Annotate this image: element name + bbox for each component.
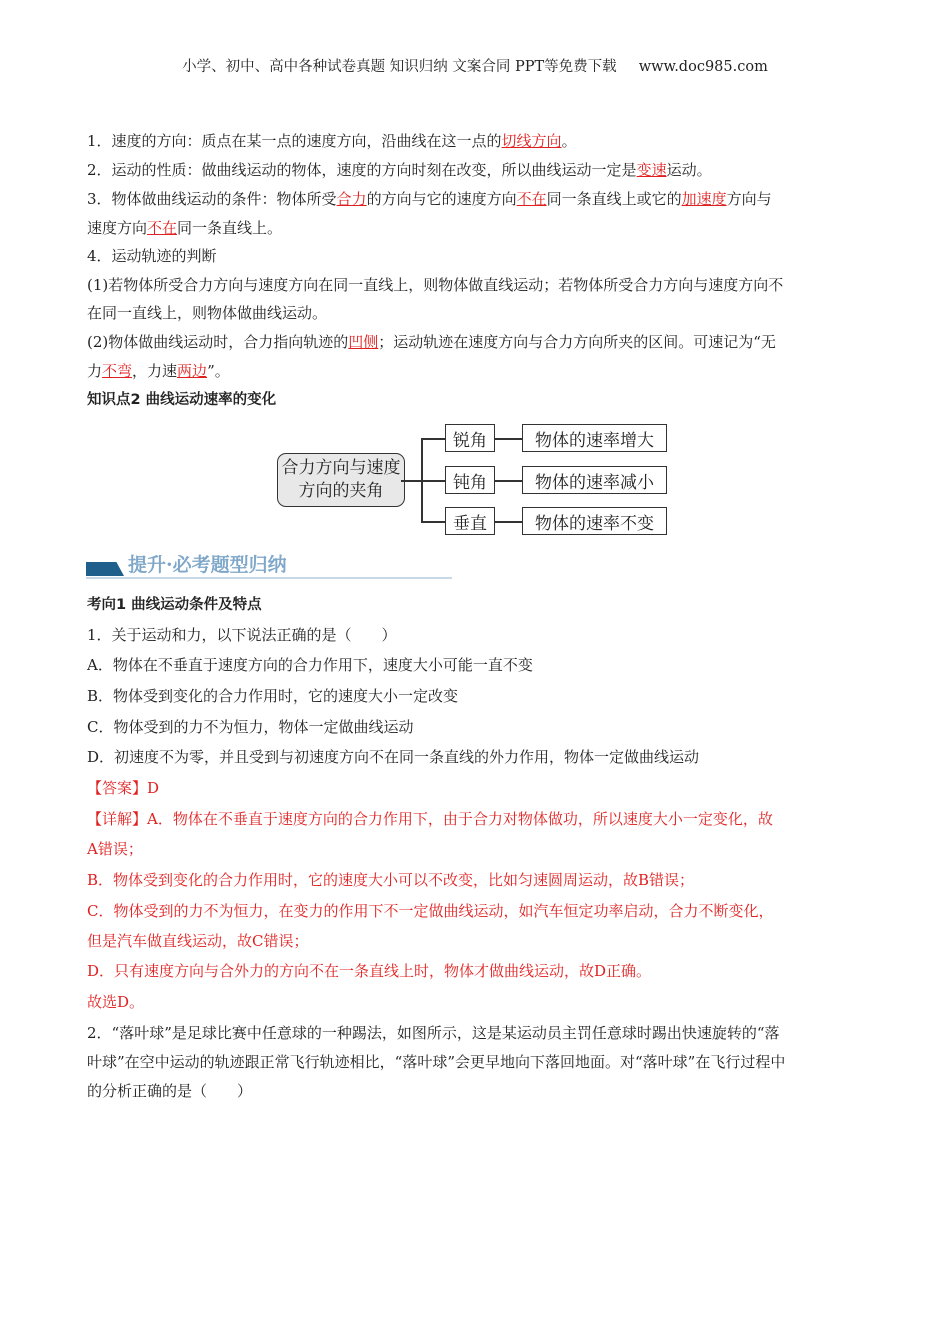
branch-obtuse: 钝角 [445,466,495,494]
knowledge-point-2-title: 知识点2 曲线运动速率的变化 [87,392,277,408]
key-term: 变速 [636,161,667,179]
connector [421,480,445,482]
result-decrease: 物体的速率减小 [522,466,667,494]
detail-line: A错误； [87,840,143,858]
diagram-root: 合力方向与速度方向的夹角 [277,453,405,507]
text: 方向与 [726,190,772,208]
text: 同一条直线上或它的 [546,190,682,208]
text: ”。 [207,362,230,380]
detail-line: D．只有速度方向与合外力的方向不在一条直线上时，物体才做曲线运动，故D正确。 [87,962,652,980]
key-term: 不在 [516,190,547,208]
result-unchanged: 物体的速率不变 [522,507,667,535]
point-3-cont [87,218,282,238]
text: 速度方向 [87,219,148,237]
text: ，力速 [132,362,178,380]
text: 。 [561,132,577,150]
point-4-1-cont: 在同一直线上，则物体做曲线运动。 [87,304,328,322]
banner-title: 提升·必考题型归纳 [128,554,287,576]
connector [495,521,522,523]
question-2-line: 的分析正确的是（ ） [87,1082,253,1100]
connector [495,438,522,440]
option-b: B．物体受到变化的合力作用时，它的速度大小一定改变 [87,687,459,705]
option-a: A．物体在不垂直于速度方向的合力作用下，速度大小可能一直不变 [87,656,533,674]
point-3 [87,189,772,209]
point-2 [87,160,712,180]
text: 的方向与它的速度方向 [366,190,517,208]
key-term: 不在 [147,219,178,237]
key-term: 合力 [336,190,367,208]
point-4-1: (1)若物体所受合力方向与速度方向在同一直线上，则物体做直线运动；若物体所受合力方向与速度方向不 [87,276,784,294]
key-term: 不弯 [102,362,133,380]
text: 同一条直线上。 [177,219,283,237]
detail-line: 但是汽车做直线运动，故C错误； [87,932,309,950]
detail-line: B．物体受到变化的合力作用时，它的速度大小可以不改变，比如匀速圆周运动，故B错误； [87,871,695,889]
result-increase: 物体的速率增大 [522,424,667,452]
detail-line: 【详解】A．物体在不垂直于速度方向的合力作用下，由于合力对物体做功，所以速度大小一定变化，故 [87,810,773,828]
header-text: 小学、初中、高中各种试卷真题 知识归纳 文案合同 PPT等免费下载 [182,59,617,75]
direction-1-title: 考向1 曲线运动条件及特点 [87,597,262,613]
question-2-line: 2．“落叶球”是足球比赛中任意球的一种踢法，如图所示，这是某运动员主罚任意球时踢出快速旋转的“落 [87,1024,780,1042]
option-d: D．初速度不为零，并且受到与初速度方向不在同一条直线的外力作用，物体一定做曲线运动 [87,748,700,766]
option-c: C．物体受到的力不为恒力，物体一定做曲线运动 [87,718,414,736]
detail-line: 故选D。 [87,993,145,1011]
branch-acute: 锐角 [445,424,495,452]
text: 3．物体做曲线运动的条件：物体所受 [87,190,337,208]
key-term: 切线方向 [501,132,562,150]
connector [421,438,445,440]
key-term: 凹侧 [348,333,379,351]
text: 运动。 [666,161,712,179]
connector [421,521,445,523]
connector [401,480,421,482]
header-url[interactable]: www.doc985.com [638,59,768,75]
page-header [0,57,950,77]
text: 1．速度的方向：质点在某一点的速度方向，沿曲线在这一点的 [87,132,502,150]
key-term: 加速度 [681,190,727,208]
text: 力 [87,362,103,380]
point-4-2-cont [87,361,230,381]
text: ；运动轨迹在速度方向与合力方向所夹的区间。可速记为“无 [378,333,776,351]
banner-bar [86,562,124,576]
question-1-stem: 1．关于运动和力，以下说法正确的是（ ） [87,626,397,644]
text: 2．运动的性质：做曲线运动的物体，速度的方向时刻在改变，所以曲线运动一定是 [87,161,637,179]
banner-underline [86,577,452,579]
point-4-2 [87,332,776,352]
point-1 [87,131,577,151]
answer: 【答案】D [87,779,160,797]
key-term: 两边 [177,362,208,380]
detail-line: C．物体受到的力不为恒力，在变力的作用下不一定做曲线运动，如汽车恒定功率启动，合力不断变化， [87,902,774,920]
branch-perpendicular: 垂直 [445,507,495,535]
question-2-line: 叶球”在空中运动的轨迹跟正常飞行轨迹相比，“落叶球”会更早地向下落回地面。对“落叶球”在飞行过程中 [87,1053,786,1071]
text: (2)物体做曲线运动时，合力指向轨迹的 [87,333,349,351]
connector [495,480,522,482]
point-4: 4．运动轨迹的判断 [87,247,217,265]
